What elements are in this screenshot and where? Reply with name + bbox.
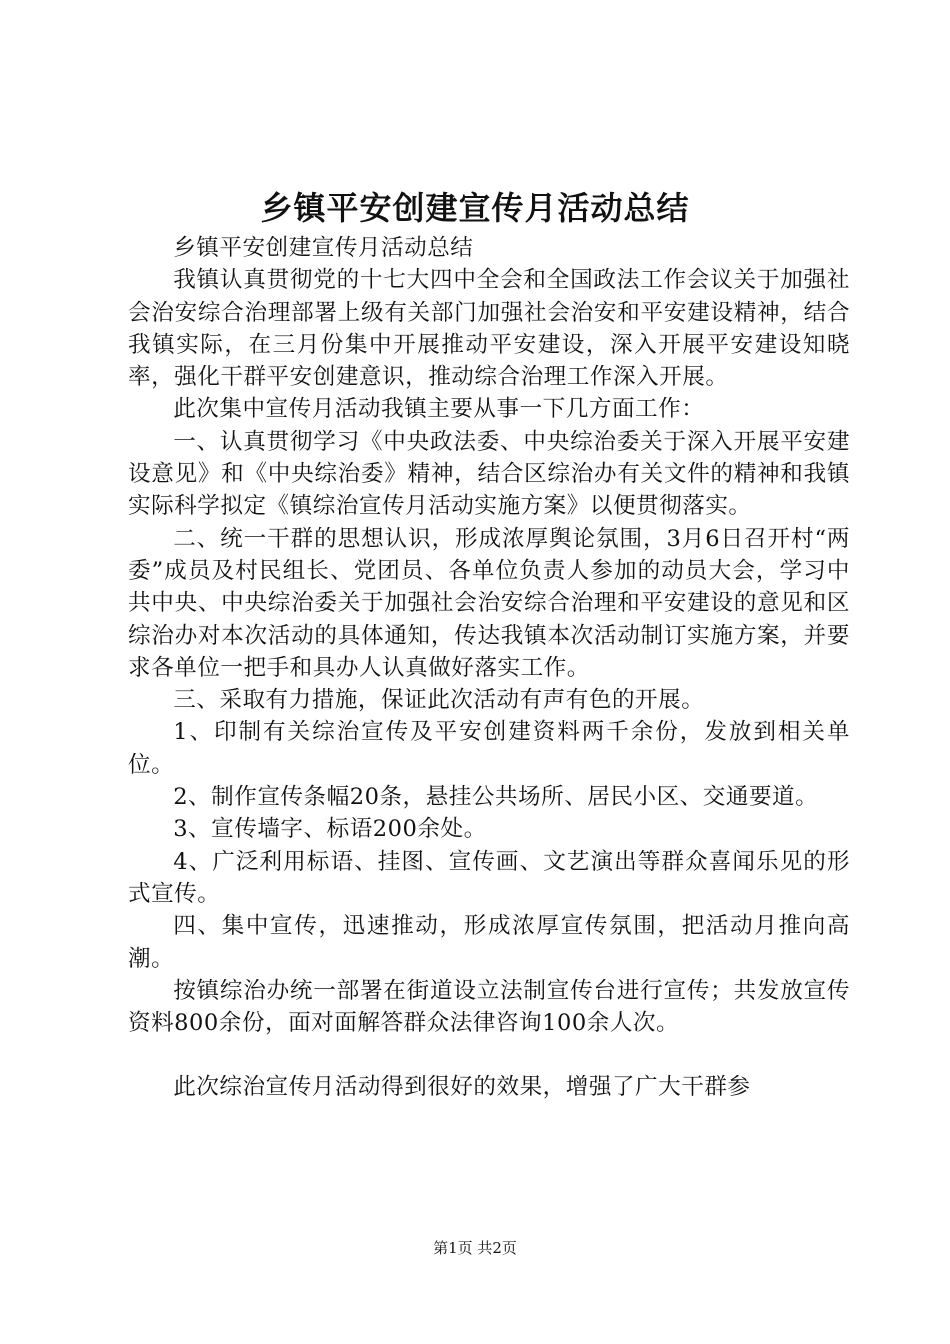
paragraph-item-3: 三、采取有力措施，保证此次活动有声有色的开展。 [173, 687, 705, 714]
paragraph-item-4: 四、集中宣传，迅速推动，形成浓厚宣传氛围，把活动月推向高潮。 [128, 913, 850, 972]
document-body [128, 232, 850, 1104]
paragraph-conclusion: 此次综治宣传月活动得到很好的效果，增强了广大干群参 [173, 1074, 751, 1101]
paragraph-subitem-2: 2、制作宣传条幅20条，悬挂公共场所、居民小区、交通要道。 [173, 784, 819, 811]
paragraph-subitem-1: 1、印制有关综治宣传及平安创建资料两千余份，发放到相关单位。 [128, 719, 850, 778]
paragraph-subitem-4: 4、广泛利用标语、挂图、宣传画、文艺演出等群众喜闻乐见的形式宣传。 [128, 848, 850, 907]
paragraph-item-1: 一、认真贯彻学习《中央政法委、中央综治委关于深入开展平安建设意见》和《中央综治委》精神，结合区综治办有关文件的精神和我镇实际科学拟定《镇综治宣传月活动实施方案》以便贯彻落实。 [128, 428, 850, 520]
paragraph-deployment: 按镇综治办统一部署在街道设立法制宣传台进行宣传；共发放宣传资料800余份，面对面解答群众法律咨询100余人次。 [128, 977, 850, 1037]
paragraph-subitem-3: 3、宣传墙字、标语200余处。 [173, 816, 487, 843]
paragraph-subtitle: 乡镇平安创建宣传月活动总结 [173, 235, 474, 261]
document-title: 乡镇平安创建宣传月活动总结 [260, 189, 690, 227]
paragraph-intro: 我镇认真贯彻党的十七大四中全会和全国政法工作会议关于加强社会治安综合治理部署上级有关部门加强社会治安和平安建设精神，结合我镇实际，在三月份集中开展推动平安建设，深入开展平安建设知晓率，强化干群平安创建意识，推动综合治理工作深入开展。 [128, 267, 850, 391]
paragraph-item-2: 二、统一干群的思想认识，形成浓厚舆论氛围，3月6日召开村“两委”成员及村民组长、党团员、各单位负责人参加的动员大会，学习中共中央、中央综治委关于加强社会治安综合治理和平安建设的意见和区综治办对本次活动的具体通知，传达我镇本次活动制订实施方案，并要求各单位一把手和具办人认真做好落实工作。 [128, 525, 850, 681]
paragraph-overview: 此次集中宣传月活动我镇主要从事一下几方面工作： [173, 396, 705, 423]
page-number-footer: 第1页 共2页 [433, 1239, 517, 1257]
